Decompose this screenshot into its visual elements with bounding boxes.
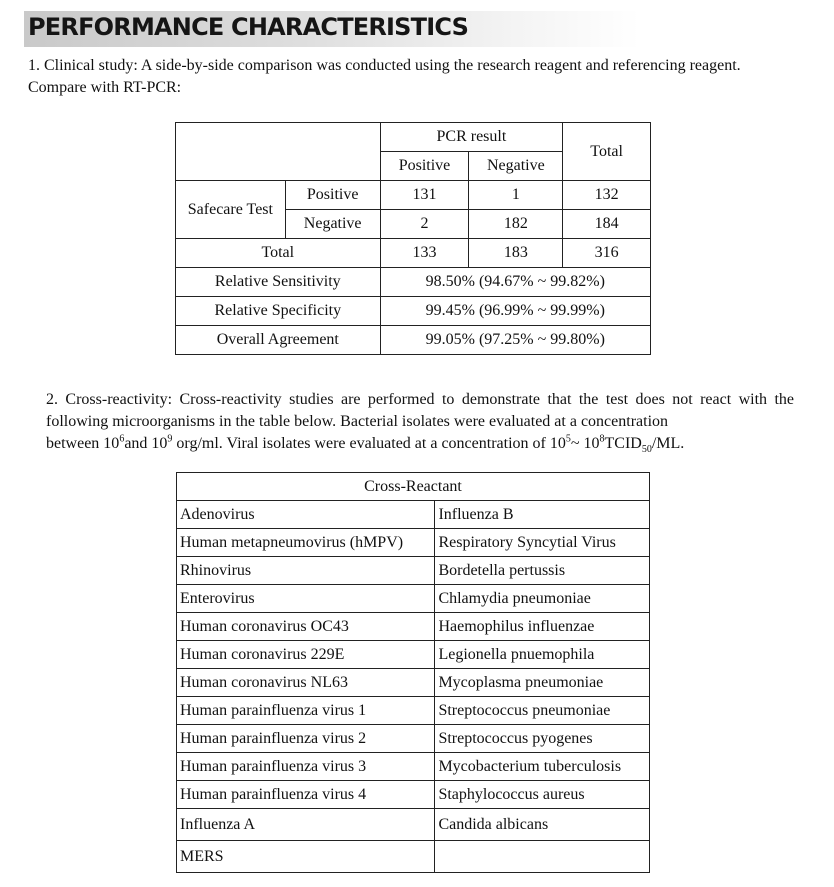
reactant-cell: Bordetella pertussis bbox=[435, 557, 650, 585]
reactant-cell: Rhinovirus bbox=[177, 557, 435, 585]
reactant-cell: Respiratory Syncytial Virus bbox=[435, 529, 650, 557]
reactant-cell: Streptococcus pneumoniae bbox=[435, 697, 650, 725]
reactant-cell: Influenza A bbox=[177, 809, 435, 841]
table-row bbox=[177, 473, 650, 501]
reactant-cell: Human parainfluenza virus 2 bbox=[177, 725, 435, 753]
reactant-cell: Human coronavirus OC43 bbox=[177, 613, 435, 641]
table-row bbox=[177, 781, 650, 809]
table-row bbox=[176, 181, 651, 210]
cross-reactant-table bbox=[176, 472, 650, 873]
metric-value: 99.05% (97.25% ~ 99.80%) bbox=[380, 326, 650, 355]
table-cell: 316 bbox=[563, 239, 651, 268]
table-cell: 2 bbox=[380, 210, 469, 239]
clinical-study-paragraph bbox=[28, 55, 828, 99]
table-row bbox=[177, 585, 650, 613]
total-header: Total bbox=[563, 123, 651, 181]
pcr-negative-header: Negative bbox=[469, 152, 563, 181]
table-row bbox=[176, 326, 651, 355]
table-row bbox=[177, 501, 650, 529]
metric-label: Relative Sensitivity bbox=[176, 268, 381, 297]
metric-label: Relative Specificity bbox=[176, 297, 381, 326]
exponent-8: 8 bbox=[599, 433, 605, 445]
clinical-line-2: Compare with RT-PCR: bbox=[28, 79, 182, 96]
reactant-cell bbox=[435, 841, 650, 873]
test-name-cell: Safecare Test bbox=[176, 181, 286, 239]
reactant-cell: Human parainfluenza virus 1 bbox=[177, 697, 435, 725]
row-label: Total bbox=[176, 239, 381, 268]
reactant-cell: Adenovirus bbox=[177, 501, 435, 529]
pcr-positive-header: Positive bbox=[380, 152, 469, 181]
reactant-cell: MERS bbox=[177, 841, 435, 873]
reactant-cell: Staphylococcus aureus bbox=[435, 781, 650, 809]
reactant-cell: Human parainfluenza virus 4 bbox=[177, 781, 435, 809]
metric-label: Overall Agreement bbox=[176, 326, 381, 355]
table-row bbox=[177, 753, 650, 781]
row-label: Positive bbox=[285, 181, 380, 210]
table-row bbox=[177, 669, 650, 697]
table-row bbox=[176, 123, 651, 152]
reactant-cell: Streptococcus pyogenes bbox=[435, 725, 650, 753]
cross-text-between: between 10 bbox=[46, 435, 120, 452]
table-row bbox=[176, 268, 651, 297]
cross-reactant-header: Cross-Reactant bbox=[177, 473, 650, 501]
reactant-cell: Human coronavirus 229E bbox=[177, 641, 435, 669]
reactant-cell: Haemophilus influenzae bbox=[435, 613, 650, 641]
row-label: Negative bbox=[285, 210, 380, 239]
empty-corner-cell bbox=[176, 123, 381, 181]
metric-value: 98.50% (94.67% ~ 99.82%) bbox=[380, 268, 650, 297]
cross-text-tilde: ~ 10 bbox=[570, 435, 600, 452]
table-row bbox=[177, 809, 650, 841]
table-row bbox=[177, 641, 650, 669]
table-cell: 182 bbox=[469, 210, 563, 239]
table-cell: 131 bbox=[380, 181, 469, 210]
table-cell: 133 bbox=[380, 239, 469, 268]
clinical-results-table bbox=[175, 122, 651, 355]
reactant-cell: Mycobacterium tuberculosis bbox=[435, 753, 650, 781]
metric-value: 99.45% (96.99% ~ 99.99%) bbox=[380, 297, 650, 326]
clinical-line-1: 1. Clinical study: A side-by-side comparison was conducted using the research reagent and referencing reagent. bbox=[28, 57, 741, 74]
exponent-5: 5 bbox=[565, 433, 571, 445]
reactant-cell: Enterovirus bbox=[177, 585, 435, 613]
exponent-6: 6 bbox=[119, 433, 125, 445]
table-row bbox=[176, 239, 651, 268]
table-cell: 1 bbox=[469, 181, 563, 210]
concentration-line bbox=[46, 433, 794, 455]
cross-text-ml: /ML. bbox=[651, 435, 685, 452]
reactant-cell: Human metapneumovirus (hMPV) bbox=[177, 529, 435, 557]
table-cell: 132 bbox=[563, 181, 651, 210]
section-title: PERFORMANCE CHARACTERISTICS bbox=[28, 13, 469, 41]
table-row bbox=[177, 613, 650, 641]
table-row bbox=[177, 529, 650, 557]
table-row bbox=[177, 557, 650, 585]
reactant-cell: Human parainfluenza virus 3 bbox=[177, 753, 435, 781]
cross-text-org: org/ml. Viral isolates were evaluated at a concentration of 10 bbox=[172, 435, 566, 452]
pcr-result-header: PCR result bbox=[380, 123, 563, 152]
reactant-cell: Candida albicans bbox=[435, 809, 650, 841]
table-cell: 184 bbox=[563, 210, 651, 239]
reactant-cell: Legionella pnuemophila bbox=[435, 641, 650, 669]
subscript-50: 50 bbox=[641, 444, 652, 456]
exponent-9: 9 bbox=[167, 433, 173, 445]
reactant-cell: Mycoplasma pneumoniae bbox=[435, 669, 650, 697]
table-row bbox=[177, 697, 650, 725]
reactant-cell: Chlamydia pneumoniae bbox=[435, 585, 650, 613]
cross-text-tcid: TCID bbox=[604, 435, 642, 452]
table-cell: 183 bbox=[469, 239, 563, 268]
cross-text: 2. Cross-reactivity: Cross-reactivity studies are performed to demonstrate that the test does not react with the following microorganisms in the table below. Bacterial isolates were evaluated at a concentration bbox=[46, 391, 794, 430]
cross-reactivity-paragraph bbox=[46, 389, 794, 455]
cross-text-and: and 10 bbox=[124, 435, 168, 452]
table-row bbox=[176, 297, 651, 326]
reactant-cell: Human coronavirus NL63 bbox=[177, 669, 435, 697]
reactant-cell: Influenza B bbox=[435, 501, 650, 529]
table-row bbox=[177, 841, 650, 873]
table-row bbox=[177, 725, 650, 753]
